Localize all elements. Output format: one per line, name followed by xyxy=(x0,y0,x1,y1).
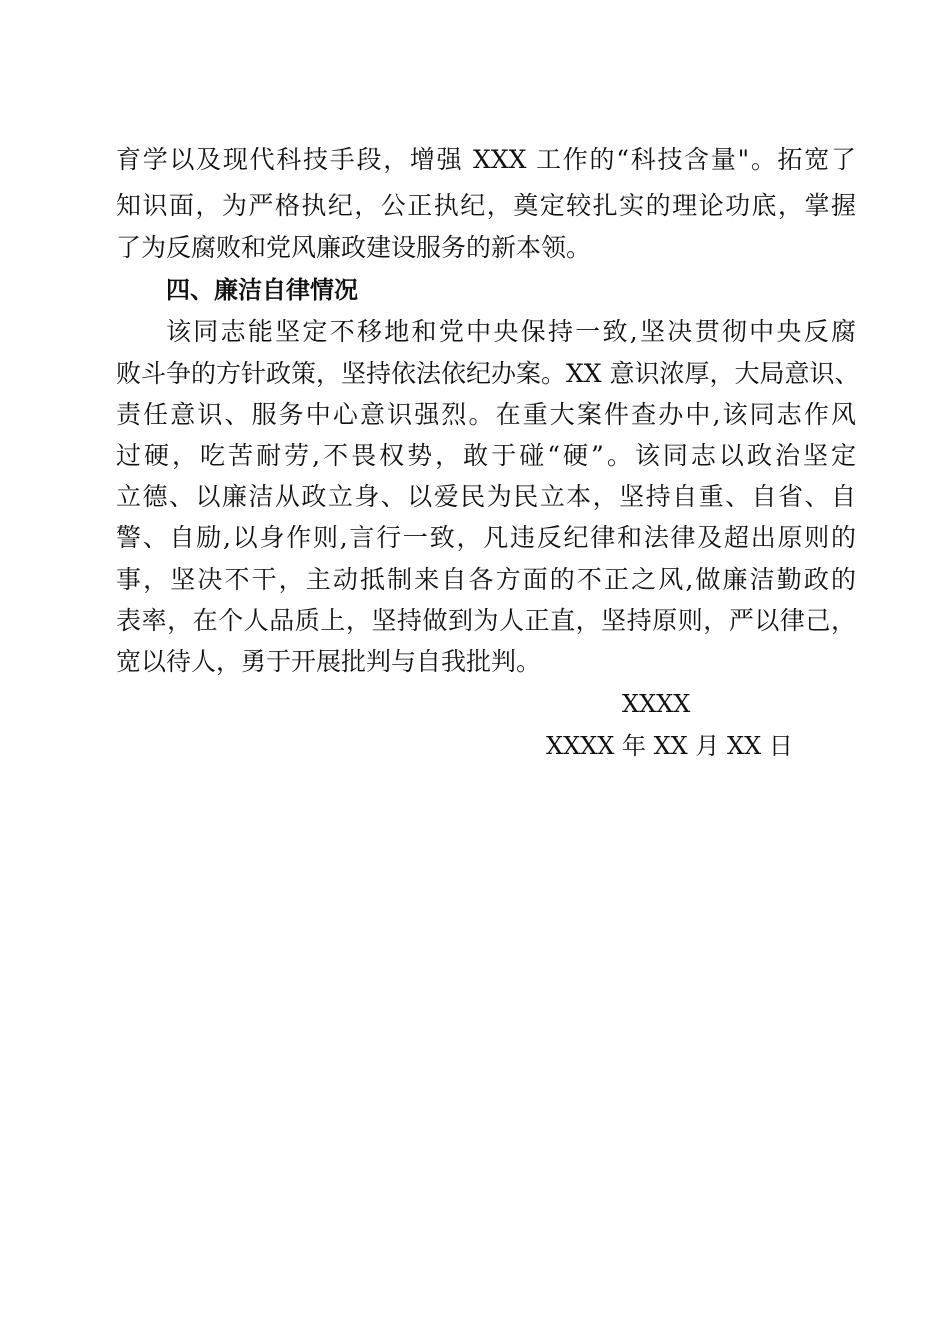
body-text-line: 败斗争的方针政策，坚持依法依纪办案。XX 意识浓厚，大局意识、 xyxy=(116,359,860,388)
body-text-line: 了为反腐败和党风廉政建设服务的新本领。 xyxy=(116,233,592,262)
body-text-line: 育学以及现代科技手段，增强 XXX 工作的“科技含量"。拓宽了 xyxy=(116,145,856,174)
body-text-line: 警、自励,以身作则,言行一致，凡违反纪律和法律及超出原则的 xyxy=(116,523,856,552)
body-text-line: 宽以待人，勇于开展批判与自我批判。 xyxy=(116,647,542,676)
signature-name: XXXX xyxy=(622,690,691,718)
section-heading: 四、廉洁自律情况 xyxy=(166,276,358,304)
body-text-line: 知识面，为严格执纪，公正执纪，奠定较扎实的理论功底，掌握 xyxy=(116,191,856,220)
body-text-line: 过硬，吃苦耐劳,不畏权势，敢于碰“硬”。该同志以政治坚定 xyxy=(116,441,856,470)
body-text-line: 事，坚决不干，主动抵制来自各方面的不正之风,做廉洁勤政的 xyxy=(116,565,856,594)
body-text-line: 表率，在个人品质上，坚持做到为人正直，坚持原则，严以律己， xyxy=(116,606,856,635)
body-text-line: 责任意识、服务中心意识强烈。在重大案件查办中,该同志作风 xyxy=(116,400,856,429)
body-text-line: 立德、以廉洁从政立身、以爱民为民立本，坚持自重、自省、自 xyxy=(116,482,856,511)
body-text-line: 该同志能坚定不移地和党中央保持一致,坚决贯彻中央反腐 xyxy=(166,317,856,346)
signature-date: XXXX 年 XX 月 XX 日 xyxy=(546,732,793,760)
